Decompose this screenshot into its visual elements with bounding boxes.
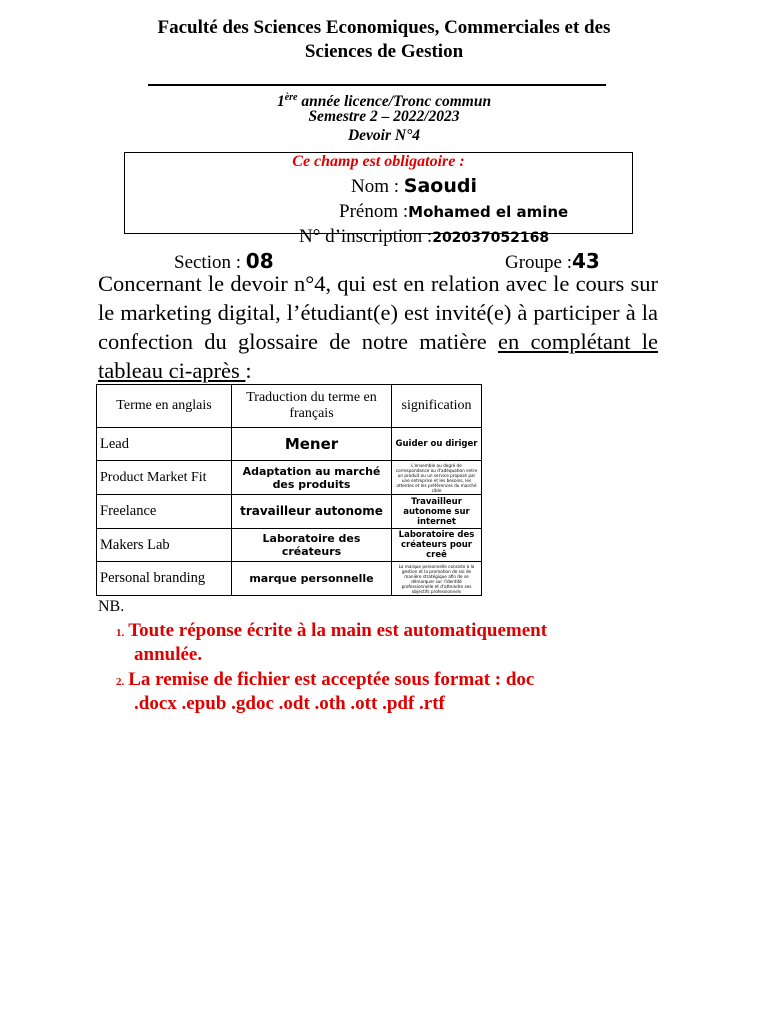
header-meaning: signification xyxy=(392,385,482,428)
inscription-row xyxy=(299,226,549,249)
semester-line: Semestre 2 – 2022/2023 xyxy=(308,108,460,125)
note-1-number: 1. xyxy=(116,627,125,639)
instructions-paragraph xyxy=(98,269,658,385)
year-line: 1ère année licence/Tronc commun xyxy=(276,92,492,111)
instructions-underlined: en complétant le tableau ci-après xyxy=(98,329,658,383)
section-label: Section : xyxy=(174,252,242,273)
meaning-cell: L'ensemble au degré de correspondance ou d'adéquation entre un produit ou un service proposé par une entreprise et les besoins, les attentes et les préférences du marché cible xyxy=(392,461,482,495)
meaning-cell: Guider ou diriger xyxy=(392,428,482,461)
prenom-row xyxy=(339,201,568,223)
note-2-line1: La remise de fichier est acceptée sous format : doc xyxy=(128,669,535,690)
prenom-label: Prénom : xyxy=(339,201,409,222)
term-cell: Makers Lab xyxy=(97,529,232,562)
note-2-line2: .docx .epub .gdoc .odt .oth .ott .pdf .rtf xyxy=(134,693,445,714)
required-notice: Ce champ est obligatoire : xyxy=(292,153,465,170)
nom-row xyxy=(351,175,477,198)
instructions-colon: : xyxy=(245,358,252,383)
note-2 xyxy=(116,668,534,694)
inscription-label: N° d’inscription : xyxy=(299,226,433,247)
header-translation: Traduction du terme en français xyxy=(232,385,392,428)
groupe-value: 43 xyxy=(572,249,600,273)
faculty-title-line1: Faculté des Sciences Economiques, Commerciales et des xyxy=(157,17,611,38)
term-cell: Freelance xyxy=(97,495,232,529)
table-row xyxy=(97,495,482,529)
groupe-label: Groupe : xyxy=(505,252,573,273)
inscription-value: 202037052168 xyxy=(432,230,550,246)
nom-label: Nom : xyxy=(351,176,400,197)
term-cell: Personal branding xyxy=(97,562,232,596)
note-2-number: 2. xyxy=(116,676,125,688)
meaning-cell: Laboratoire des créateurs pour creê xyxy=(392,529,482,562)
meaning-cell: La marque personnelle consiste à la gestion et la promotion de soi de manière stratégique afin de se démarquer sur l'identité professionnelle et d'atteindre ses objectifs professionnels xyxy=(392,562,482,596)
table-header-row xyxy=(97,385,482,428)
note-1-line1: Toute réponse écrite à la main est automatiquement xyxy=(128,620,548,641)
faculty-title-line2: Sciences de Gestion xyxy=(304,41,464,62)
nom-value: Saoudi xyxy=(403,175,477,197)
table-row xyxy=(97,529,482,562)
header-term: Terme en anglais xyxy=(97,385,232,428)
translation-cell: travailleur autonome xyxy=(232,495,392,529)
glossary-table xyxy=(96,384,482,596)
term-cell: Lead xyxy=(97,428,232,461)
header-divider xyxy=(148,84,606,86)
translation-cell: Mener xyxy=(232,428,392,461)
table-row xyxy=(97,428,482,461)
assignment-line: Devoir N°4 xyxy=(347,127,421,144)
section-value: 08 xyxy=(245,249,274,273)
note-1 xyxy=(116,619,547,645)
term-cell: Product Market Fit xyxy=(97,461,232,495)
note-1-line2: annulée. xyxy=(134,644,203,665)
instructions-text: Concernant le devoir n°4, qui est en relation avec le cours sur le marketing digital, l’étudiant(e) est invité(e) à participer à la confection du glossaire de notre matière xyxy=(98,271,658,354)
translation-cell: marque personnelle xyxy=(232,562,392,596)
nb-label: NB. xyxy=(98,598,125,615)
meaning-cell: Travailleur autonome sur internet xyxy=(392,495,482,529)
table-row xyxy=(97,461,482,495)
translation-cell: Laboratoire des créateurs xyxy=(232,529,392,562)
table-row xyxy=(97,562,482,596)
translation-cell: Adaptation au marché des produits xyxy=(232,461,392,495)
prenom-value: Mohamed el amine xyxy=(408,203,569,221)
